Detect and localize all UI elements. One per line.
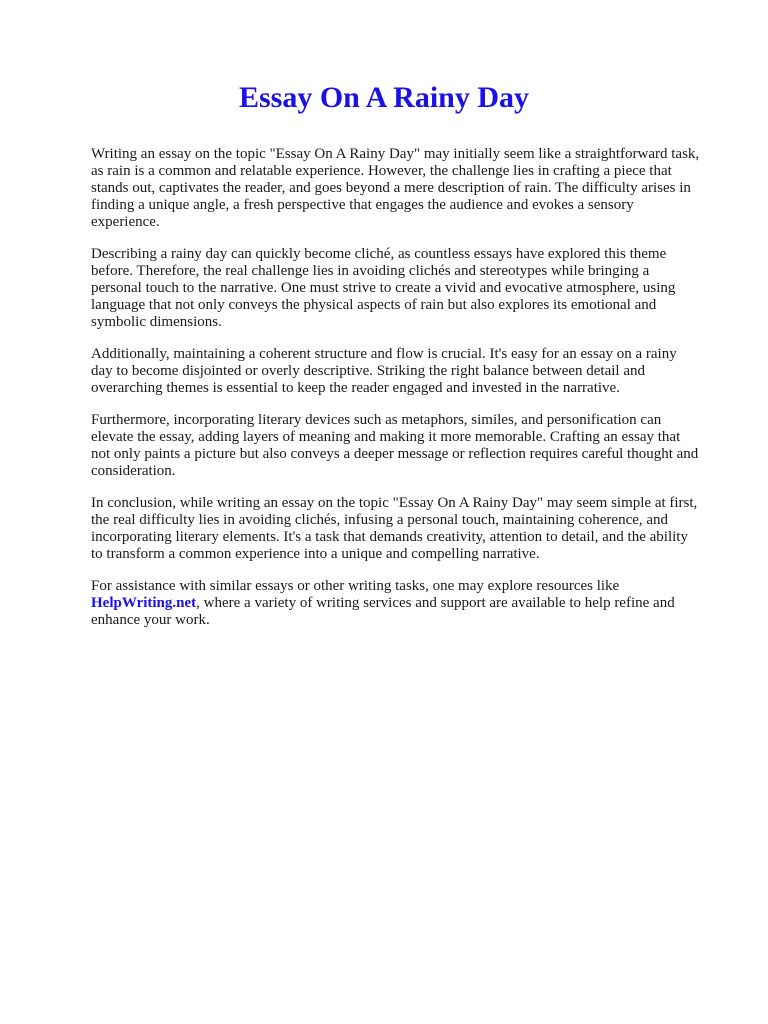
text-line: incorporating literary elements. It's a task that demands creativity, attention to detail, and the ability xyxy=(91,529,688,545)
text-line: the real difficulty lies in avoiding clichés, infusing a personal touch, maintaining coherence, and xyxy=(91,512,669,528)
text-after-link: , where a variety of writing services and support are available to help refine and xyxy=(196,595,675,611)
text-line: as rain is a common and relatable experience. However, the challenge lies in crafting a piece that xyxy=(91,163,672,179)
text-line: Additionally, maintaining a coherent structure and flow is crucial. It's easy for an essay on a rainy xyxy=(91,346,677,362)
document-title: Essay On A Rainy Day xyxy=(238,81,530,114)
text-line: Describing a rainy day can quickly become cliché, as countless essays have explored this theme xyxy=(91,246,667,262)
helpwriting-link[interactable]: HelpWriting.net xyxy=(91,595,197,611)
text-line: enhance your work. xyxy=(91,612,210,628)
text-line: overarching themes is essential to keep the reader engaged and invested in the narrative. xyxy=(91,380,620,396)
paragraph-conclusion xyxy=(91,495,731,563)
text-line: In conclusion, while writing an essay on the topic "Essay On A Rainy Day" may seem simple at first, xyxy=(91,495,698,511)
text-line: Furthermore, incorporating literary devices such as metaphors, similes, and personification can xyxy=(91,412,662,428)
text-line: before. Therefore, the real challenge lies in avoiding clichés and stereotypes while bringing a xyxy=(91,263,650,279)
paragraph-literary-devices xyxy=(91,412,731,480)
text-line: For assistance with similar essays or other writing tasks, one may explore resources like xyxy=(91,578,620,594)
text-line: experience. xyxy=(91,214,160,230)
paragraph-structure xyxy=(91,346,731,397)
text-line: elevate the essay, adding layers of meaning and making it more memorable. Crafting an essay that xyxy=(91,429,681,445)
paragraph-cliche xyxy=(91,246,731,331)
text-line: stands out, captivates the reader, and goes beyond a mere description of rain. The difficulty arises in xyxy=(91,180,691,196)
text-line: consideration. xyxy=(91,463,176,479)
text-line: personal touch to the narrative. One must strive to create a vivid and evocative atmosphere, using xyxy=(91,280,676,296)
essay-body xyxy=(91,146,731,644)
text-line: finding a unique angle, a fresh perspective that engages the audience and evokes a sensory xyxy=(91,197,634,213)
text-line: not only paints a picture but also conveys a deeper message or reflection requires careful thought and xyxy=(91,446,699,462)
text-line: Writing an essay on the topic "Essay On A Rainy Day" may initially seem like a straightforward task, xyxy=(91,146,700,162)
paragraph-intro xyxy=(91,146,731,231)
paragraph-resources xyxy=(91,578,731,629)
text-line: to transform a common experience into a unique and compelling narrative. xyxy=(91,546,540,562)
text-line-with-link xyxy=(91,595,731,612)
text-line: language that not only conveys the physical aspects of rain but also explores its emotional and xyxy=(91,297,657,313)
text-line: day to become disjointed or overly descriptive. Striking the right balance between detail and xyxy=(91,363,645,379)
text-line: symbolic dimensions. xyxy=(91,314,222,330)
